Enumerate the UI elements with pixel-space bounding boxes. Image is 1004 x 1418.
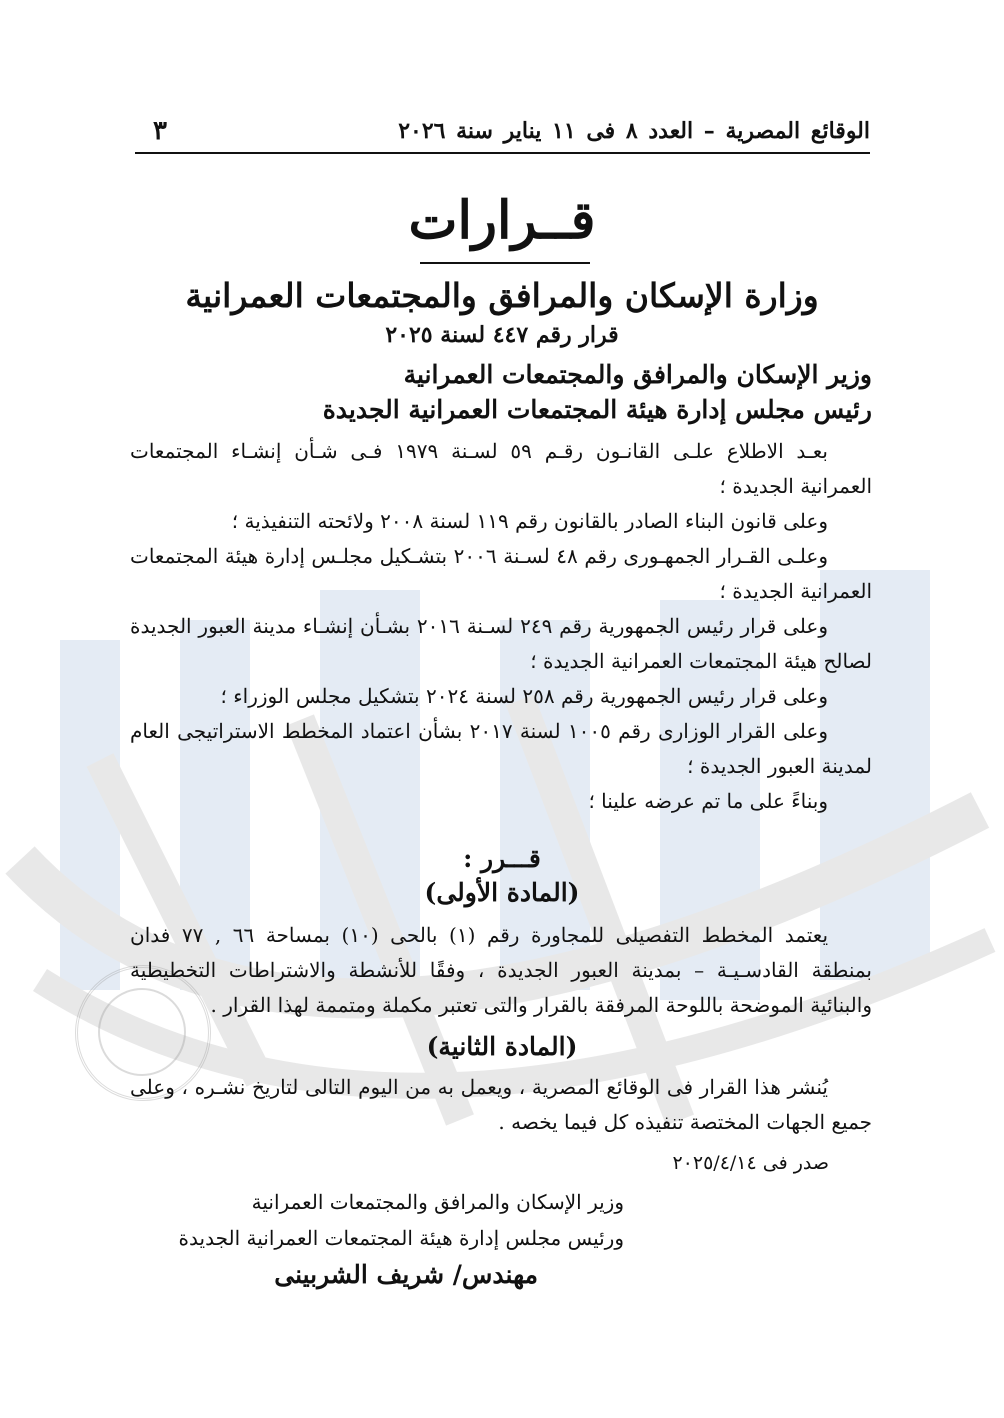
page-number: ٣ (153, 116, 167, 146)
signatory-name: مهندس/ شريف الشربينى (274, 1260, 538, 1289)
preamble-item: بعـد الاطلاع علـى القانـون رقـم ٥٩ لسـنة ١٩٧٩ فـى شـأن إنشـاء المجتمعات العمرانية الجديدة ؛ (130, 439, 872, 498)
running-header (135, 112, 870, 154)
preamble-item: وعلى قرار رئيس الجمهورية رقم ٢٤٩ لسـنة ٢٠١٦ بشـأن إنشـاء مدينة العبور الجديدة لصالح هيئة المجتمعات العمرانية الجديدة ؛ (130, 614, 872, 673)
decree-number: قرار رقم ٤٤٧ لسنة ٢٠٢٥ (385, 322, 619, 348)
issuer-title-1: وزير الإسكان والمرافق والمجتمعات العمرانية (403, 360, 872, 389)
article-1-heading: (المادة الأولى) (424, 878, 580, 907)
title-underline (420, 262, 590, 264)
ministry-name: وزارة الإسكان والمرافق والمجتمعات العمرانية (185, 276, 819, 315)
preamble-item: وبناءً على ما تم عرضه علينا ؛ (588, 789, 828, 813)
article-1-paragraph: يعتمد المخطط التفصيلى للمجاورة رقم (١) بالحى (١٠) بمساحة ٦٦ , ٧٧ فدان بمنطقة القادسـيـة – بمدينة العبور الجديدة ، وفقًا للأنشطة والاشتراطات التخطيطية والبنائية الموضحة باللوحة المرفقة بالقرار والتى تعتبر مكملة ومتممة لهذا القرار . (130, 923, 873, 1017)
preamble-item: وعلـى القـرار الجمهـورى رقم ٤٨ لسـنة ٢٠٠٦ بتشـكيل مجلـس إدارة هيئة المجتمعات العمرانية الجديدة ؛ (130, 544, 872, 603)
article-2-text (130, 1070, 872, 1140)
issue-date: صدر فى ٢٠٢٥/٤/١٤ (672, 1152, 829, 1174)
article-1-text (130, 918, 872, 1023)
preamble-item: وعلى قانون البناء الصادر بالقانون رقم ١١٩ لسنة ٢٠٠٨ ولائحته التنفيذية ؛ (231, 509, 828, 533)
preamble-item: وعلى قرار رئيس الجمهورية رقم ٢٥٨ لسنة ٢٠٢٤ بتشكيل مجلس الوزراء ؛ (220, 684, 828, 708)
running-title: الوقائع المصرية – العدد ٨ فى ١١ يناير سنة ٢٠٢٦ (398, 118, 870, 144)
decided-heading: قـــرر : (463, 844, 541, 873)
article-2-heading: (المادة الثانية) (426, 1032, 578, 1061)
preamble (130, 434, 872, 819)
section-title: قــرارات (408, 190, 596, 251)
preamble-item: وعلى القرار الوزارى رقم ١٠٠٥ لسنة ٢٠١٧ بشأن اعتماد المخطط الاستراتيجى العام لمدينة العبور الجديدة ؛ (130, 719, 872, 778)
signatory-title-2: ورئيس مجلس إدارة هيئة المجتمعات العمرانية الجديدة (178, 1226, 624, 1250)
issuer-title-2: رئيس مجلس إدارة هيئة المجتمعات العمرانية الجديدة (322, 395, 872, 424)
signatory-title-1: وزير الإسكان والمرافق والمجتمعات العمرانية (251, 1190, 624, 1214)
article-2-paragraph: يُنشر هذا القرار فى الوقائع المصرية ، ويعمل به من اليوم التالى لتاريخ نشـره ، وعلى جميع الجهات المختصة تنفيذه كل فيما يخصه . (130, 1075, 872, 1134)
signature-block (179, 1184, 624, 1256)
